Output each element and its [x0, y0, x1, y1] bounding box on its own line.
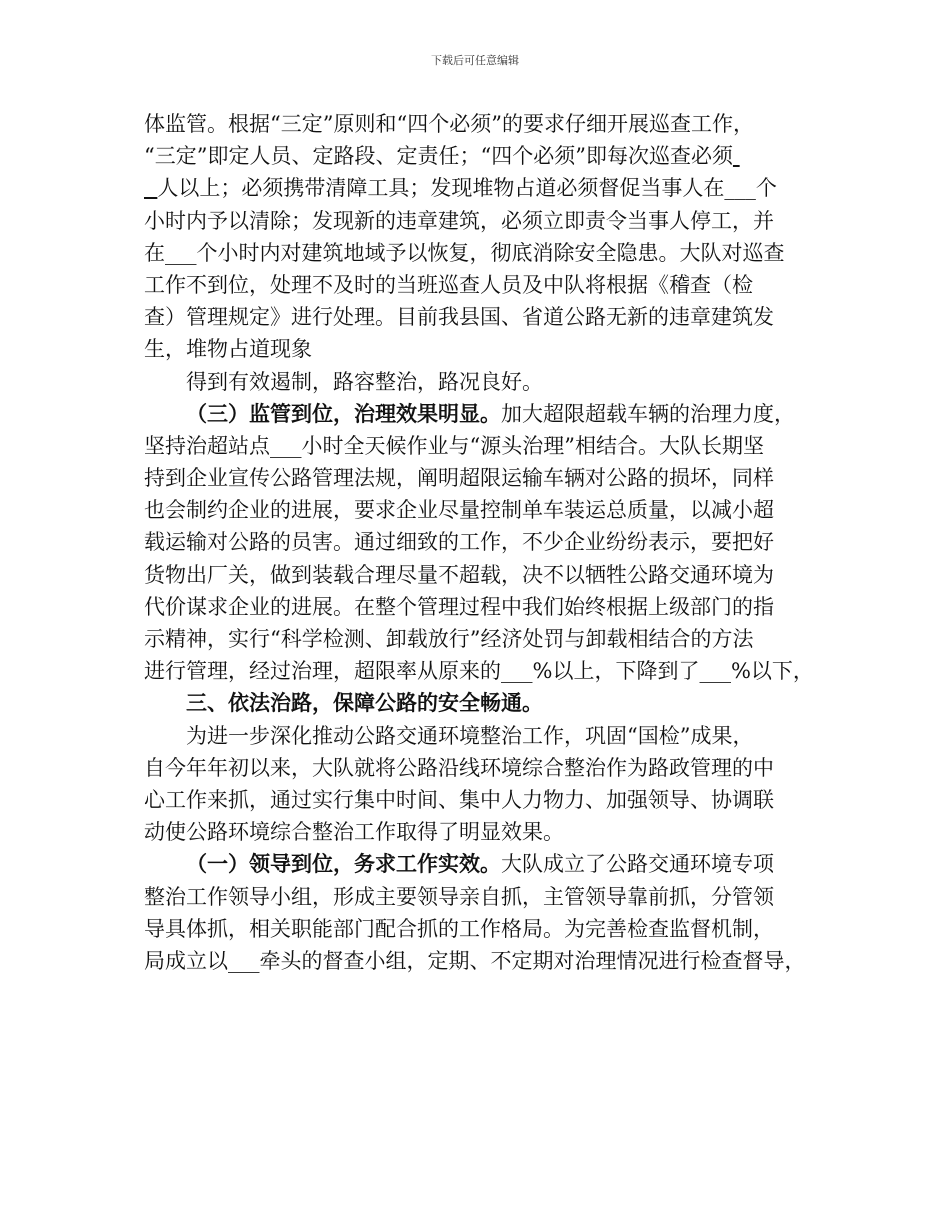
text-span: 在	[144, 240, 165, 265]
text-span: 个	[755, 176, 777, 201]
text-span: 牵头的督查小组，定期、不定期对治理情况进行检查督导，	[259, 948, 806, 973]
text-line	[144, 301, 826, 333]
text-span: 小时内予以清除；发现新的违章建筑，必须立即责令当事人停工，并	[144, 208, 774, 233]
text-span: 生，堆物占道现象	[144, 337, 312, 362]
text-line	[144, 752, 826, 784]
blank: ___	[165, 240, 197, 265]
text-line	[144, 913, 826, 945]
text-line	[144, 366, 826, 398]
text-line	[144, 172, 826, 204]
blank: ___	[501, 659, 533, 684]
text-span: 示精神，实行“科学检测、卸载放行”经济处罚与卸载相结合的方法	[144, 627, 754, 651]
text-span: 大队成立了公路交通环境专项	[501, 852, 774, 877]
text-line	[144, 655, 826, 687]
text-span: 局成立以	[144, 948, 228, 973]
text-line	[144, 945, 826, 977]
text-span: 整治工作领导小组，形成主要领导亲自抓，主管领导靠前抓，分管领	[144, 884, 774, 909]
text-line	[144, 591, 826, 623]
text-span: “三定”即定人员、定路段、定责任；“四个必须”即每次巡查必须	[144, 144, 733, 169]
text-span: 为进一步深化推动公路交通环境整治工作，巩固“国检”成果，	[186, 723, 754, 748]
text-span: 动使公路环境综合整治工作取得了明显效果。	[144, 820, 564, 845]
text-line	[144, 462, 826, 494]
text-span: 体监管。根据“三定”原则和“四个必须”的要求仔细开展巡查工作，	[144, 112, 754, 136]
blank	[144, 176, 157, 200]
text-span: %以下，	[730, 659, 814, 684]
text-line	[144, 494, 826, 526]
text-span: 持到企业宣传公路管理法规，阐明超限运输车辆对公路的损坏，同样	[144, 466, 774, 491]
text-line	[144, 205, 826, 237]
blank: ___	[270, 433, 302, 458]
text-span: 载运输对公路的员害。通过细致的工作，不少企业纷纷表示，要把好	[144, 530, 774, 555]
text-span: 代价谋求企业的进展。在整个管理过程中我们始终根据上级部门的指	[144, 594, 774, 619]
blank	[733, 144, 740, 168]
text-line	[144, 559, 826, 591]
section-heading	[144, 687, 826, 719]
blank: ___	[228, 948, 260, 973]
text-line	[144, 108, 826, 140]
text-line	[144, 784, 826, 816]
section-heading: （三）监管到位，治理效果明显。	[186, 400, 501, 426]
blank: ___	[724, 176, 756, 201]
text-span: 货物出厂关，做到装载合理尽量不超载，决不以牺牲公路交通环境为	[144, 562, 774, 587]
text-line	[144, 720, 826, 752]
text-span: 查）管理规定》进行处理。目前我县国、省道公路无新的违章建筑发	[144, 305, 774, 330]
blank: ___	[699, 659, 731, 684]
text-span: 三、依法治路，保障公路的安全畅通。	[186, 690, 543, 716]
text-line	[144, 623, 826, 655]
text-span: 进行管理，经过治理，超限率从原来的	[144, 659, 501, 684]
text-span: 个小时内对建筑地域予以恢复，彻底消除安全隐患。大队对巡查	[196, 240, 785, 265]
text-line	[144, 848, 826, 880]
text-line	[144, 430, 826, 462]
text-line	[144, 140, 826, 172]
text-span: 自今年年初以来，大队就将公路沿线环境综合整治作为路政管理的中	[144, 755, 774, 780]
text-span: 加大超限超载车辆的治理力度，	[501, 401, 795, 426]
text-span: 坚持治超站点	[144, 433, 270, 458]
text-line	[144, 881, 826, 913]
text-line	[144, 269, 826, 301]
text-span: 也会制约企业的进展，要求企业尽量控制单车装运总质量，以减小超	[144, 498, 774, 523]
text-span: 小时全天候作业与“源头治理”相结合。大队长期坚	[301, 433, 764, 458]
text-line	[144, 398, 826, 430]
section-heading: （一）领导到位，务求工作实效。	[186, 851, 501, 877]
text-line	[144, 526, 826, 558]
text-span: 人以上；必须携带清障工具；发现堆物占道必须督促当事人在	[157, 176, 725, 201]
document-body	[144, 108, 826, 977]
text-span: 得到有效遏制，路容整治，路况良好。	[186, 369, 543, 394]
text-line	[144, 816, 826, 848]
page-header: 下载后可任意编辑	[431, 54, 519, 67]
text-span: %以上，下降到了	[532, 659, 700, 684]
text-span: 工作不到位，处理不及时的当班巡查人员及中队将根据《稽查（检	[144, 272, 753, 297]
text-span: 导具体抓，相关职能部门配合抓的工作格局。为完善检查监督机制，	[144, 916, 774, 941]
text-line	[144, 333, 826, 365]
text-line	[144, 237, 826, 269]
text-span: 心工作来抓，通过实行集中时间、集中人力物力、加强领导、协调联	[144, 787, 774, 812]
